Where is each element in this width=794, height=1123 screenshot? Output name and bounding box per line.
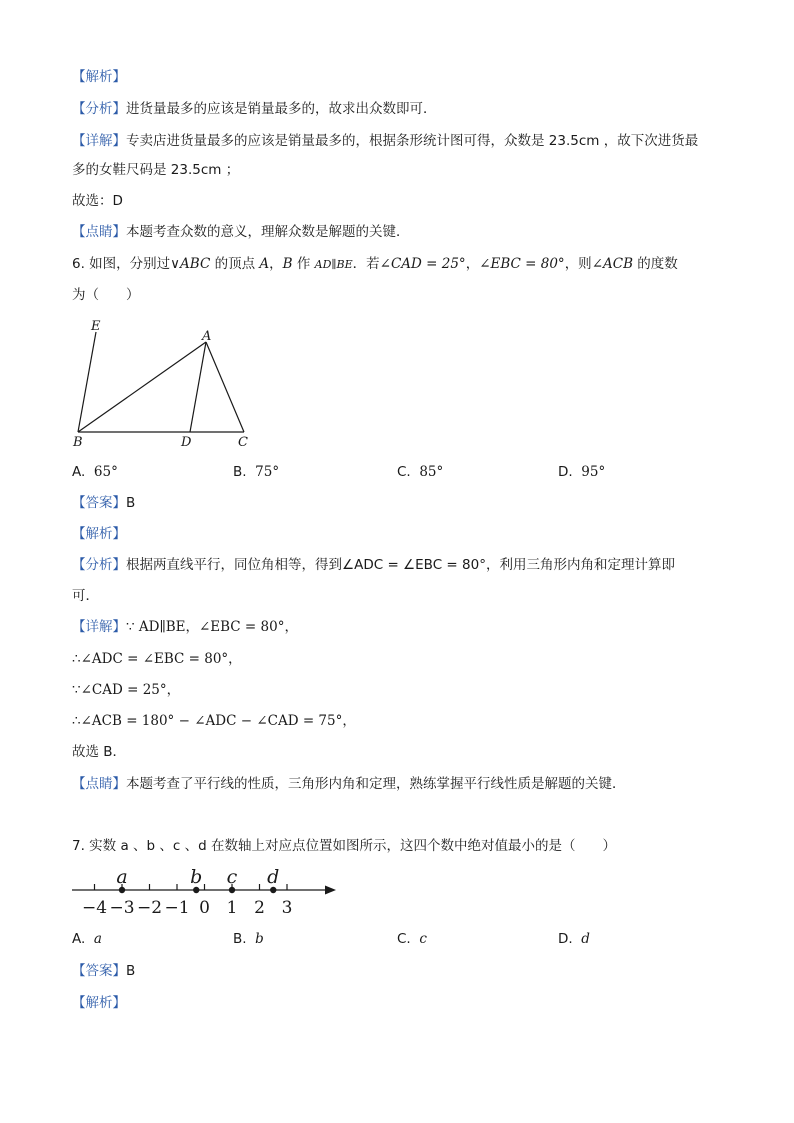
- q6-point-b: B: [282, 256, 293, 272]
- step-text: ∵ AD∥BE，∠EBC = 80°，: [126, 619, 298, 635]
- choice-value: c: [419, 931, 427, 947]
- choice-value: 95°: [581, 464, 606, 480]
- q6-stem-text: ，则: [564, 256, 592, 272]
- q6-triangle-figure: [60, 312, 270, 452]
- q6-dianjing-line: [72, 774, 734, 794]
- q6-stem-text: 的度数: [633, 256, 678, 272]
- q6-stem-line-1: [72, 254, 734, 275]
- number-line-tick-label: 1: [226, 898, 238, 918]
- number-line-tick-label: 3: [281, 898, 293, 918]
- number-line-point-label: a: [116, 866, 128, 888]
- choice-letter: B.: [233, 931, 247, 947]
- q7-stem-text: 7. 实数 a 、b 、c 、d 在数轴上对应点位置如图所示，这四个数中绝对值最小的是（ ）: [72, 838, 616, 854]
- q6-step-3: [72, 680, 734, 700]
- number-line-point-label: b: [190, 866, 203, 888]
- fenxi-text: 可．: [72, 588, 99, 604]
- choice-letter: D.: [558, 931, 573, 947]
- choice-letter: B.: [233, 464, 247, 480]
- q6-angle-ebc: ∠EBC = 80°: [479, 256, 565, 272]
- q6-fenxi-line-2: [72, 586, 734, 606]
- q7-number-line: [68, 858, 348, 922]
- q5-dianjing-line: [72, 222, 734, 242]
- q6-choice-d[interactable]: [558, 462, 605, 482]
- q7-analysis-heading: [72, 993, 734, 1013]
- analysis-tag: 【解析】: [72, 526, 126, 542]
- choice-letter: D.: [558, 464, 573, 480]
- number-line-point-label: c: [226, 866, 238, 888]
- fenxi-text: 根据两直线平行，同位角相等，得到∠ADC = ∠EBC = 80°，利用三角形内角和定理计算即: [126, 557, 675, 573]
- choice-value: 85°: [419, 464, 444, 480]
- segment-be: [78, 332, 96, 432]
- q7-stem: [72, 836, 734, 856]
- q7-choices: [72, 929, 752, 949]
- choice-letter: C.: [397, 464, 411, 480]
- q6-choose-line: [72, 742, 734, 762]
- dianjing-text: 本题考查众数的意义，理解众数是解题的关键．: [126, 224, 410, 240]
- q6-answer-line: [72, 493, 734, 513]
- q6-angle-acb: ∠ACB: [591, 256, 633, 272]
- q6-stem-text: 的顶点: [210, 256, 260, 272]
- label-b: B: [73, 435, 83, 450]
- q7-choice-a[interactable]: [72, 929, 102, 949]
- answer-tag: 【答案】: [72, 495, 126, 511]
- q6-stem-line-2: [72, 285, 734, 305]
- label-a: A: [202, 329, 212, 344]
- number-line-tick-label: 0: [199, 898, 210, 918]
- dianjing-tag: 【点睛】: [72, 776, 126, 792]
- q5-analysis-heading: [72, 67, 734, 87]
- number-line-tick-label: 2: [254, 898, 265, 918]
- q6-step-2: [72, 649, 734, 669]
- label-c: C: [238, 435, 248, 450]
- segment-ac: [206, 342, 244, 432]
- q6-triangle: ∨ABC: [170, 256, 211, 272]
- number-line-point-label: d: [267, 866, 280, 888]
- fenxi-tag: 【分析】: [72, 101, 126, 117]
- step-text: ∴∠ADC = ∠EBC = 80°，: [72, 651, 242, 667]
- choice-letter: A.: [72, 931, 86, 947]
- q6-angle-cad: ∠CAD = 25°: [379, 256, 466, 272]
- number-line-tick-label: −1: [164, 898, 190, 918]
- q5-fenxi-line: [72, 99, 734, 119]
- q7-choice-c[interactable]: [397, 929, 427, 949]
- q6-stem-text: 作: [292, 256, 315, 272]
- label-d: D: [181, 435, 192, 450]
- answer-value: B: [126, 495, 136, 511]
- q7-choice-b[interactable]: [233, 929, 264, 949]
- q6-stem-prefix: 6. 如图，分别过: [72, 256, 171, 272]
- q6-fenxi-line-1: [72, 555, 734, 575]
- q6-step-4: [72, 711, 734, 731]
- q6-analysis-heading: [72, 524, 734, 544]
- choice-letter: C.: [397, 931, 411, 947]
- number-line-tick-label: −2: [136, 898, 163, 918]
- xiangjie-text: 专卖店进货量最多的应该是销量最多的，根据条形统计图可得，众数是 23.5cm ，故下次进货最: [126, 133, 699, 149]
- q5-choose-line: [72, 191, 734, 211]
- answer-tag: 【答案】: [72, 963, 126, 979]
- choice-letter: A.: [72, 464, 86, 480]
- xiangjie-tag: 【详解】: [72, 619, 126, 635]
- step-text: ∵∠CAD = 25°，: [72, 682, 181, 698]
- q6-point-a: A: [259, 256, 270, 272]
- choose-text: 故选：D: [72, 193, 123, 209]
- q6-xiangjie-line: [72, 617, 734, 637]
- step-text: ∴∠ACB = 180° − ∠ADC − ∠CAD = 75°，: [72, 713, 356, 729]
- q6-comma: ，: [269, 256, 283, 272]
- choice-value: d: [581, 931, 590, 947]
- choose-text: 故选 B．: [72, 744, 127, 760]
- q6-stem-text: ，: [465, 256, 480, 272]
- q6-stem-text: ．若: [352, 256, 380, 272]
- fenxi-tag: 【分析】: [72, 557, 126, 573]
- xiangjie-tag: 【详解】: [72, 133, 126, 149]
- choice-value: b: [255, 931, 264, 947]
- number-line-tick-label: −4: [81, 898, 108, 918]
- q6-choice-a[interactable]: [72, 462, 118, 482]
- choice-value: 75°: [255, 464, 280, 480]
- xiangjie-text: 多的女鞋尺码是 23.5cm ；: [72, 162, 240, 178]
- segment-ba: [78, 342, 206, 432]
- analysis-tag: 【解析】: [72, 69, 126, 85]
- q6-choice-b[interactable]: [233, 462, 279, 482]
- choice-value: a: [93, 931, 102, 947]
- q6-choice-c[interactable]: [397, 462, 443, 482]
- fenxi-text: 进货量最多的应该是销量最多的，故求出众数即可．: [126, 101, 437, 117]
- q6-stem-text: 为（ ）: [72, 287, 140, 303]
- q6-parallel: AD∥BE: [314, 258, 353, 271]
- segment-ad: [190, 342, 206, 432]
- q7-choice-d[interactable]: [558, 929, 590, 949]
- dianjing-text: 本题考查了平行线的性质，三角形内角和定理，熟练掌握平行线性质是解题的关键．: [126, 776, 626, 792]
- analysis-tag: 【解析】: [72, 995, 126, 1011]
- choice-value: 65°: [93, 464, 118, 480]
- number-line-tick-label: −3: [109, 898, 135, 918]
- answer-value: B: [126, 963, 136, 979]
- dianjing-tag: 【点睛】: [72, 224, 126, 240]
- q5-xiangjie-line-2: [72, 160, 734, 180]
- label-e: E: [91, 319, 101, 334]
- q7-answer-line: [72, 961, 734, 981]
- arrow-right-icon: [325, 886, 336, 895]
- q6-choices: [72, 462, 752, 482]
- q5-xiangjie-line-1: [72, 131, 734, 151]
